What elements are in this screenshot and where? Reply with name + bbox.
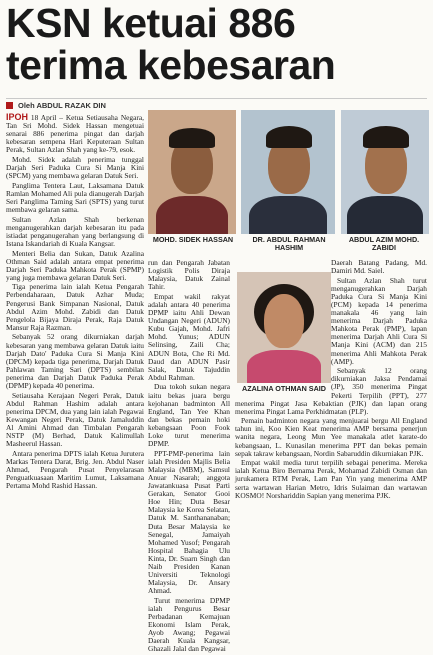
paragraph: Sultan Azlan Shah berkenan menganugerahkan darjah kebesaran itu pada istiadat penganugerahan yang berlangsung di Istana Iskandariah di Kuala Kangsar. xyxy=(6,214,144,248)
paragraph: Mohd. Sidek adalah penerima tunggal Darjah Seri Paduka Cura Si Manja Kini (SPCM) yang membawa gelaran Datuk Seri. xyxy=(6,154,144,181)
article-column-1 xyxy=(6,113,144,492)
headline xyxy=(6,2,430,86)
photo-caption-3: ABDUL AZIM MOHD. ZABIDI xyxy=(348,235,420,252)
photo-caption-2: DR. ABDUL RAHMAN HASHIM xyxy=(252,235,326,252)
paragraph: Setiausaha Kerajaan Negeri Perak, Datuk Abdul Rahman Hashim adalah antara penerima DPCM, dua yang lain ialah Pegawai Kewangan Negeri Perak, Datuk Jamaluddin Al Amini Ahmad dan Timbalan Pengarah NSTP (M) Berhad, Datuk Kalimullah Masheerul Hassan. xyxy=(6,390,144,449)
portrait-photo-2 xyxy=(241,110,335,234)
article-column-3 xyxy=(235,259,427,501)
headline-line-2: terima kebesaran xyxy=(6,42,336,88)
paragraph: Panglima Tentera Laut, Laksamana Datuk Ramlan Mohamed Ali pula dianugerah Darjah Seri Panglima Taming Sari (SPTS) yang turut membawa gelaran sama. xyxy=(6,180,144,215)
paragraph: Pemain badminton negara yang menjuarai bergu All England tahun ini, Koo Kien Keat menerima AMP bersama penerjun wanita negara, Leong Mun Yee manakala atlet karate-do kebangsaan, L. Kunasilan menerima PPT dan bekas pemain sepak takraw kebangsaan, Nordin Sabaruddin dikurniakan PJK. xyxy=(235,416,427,458)
paragraph-text: 18 April – Ketua Setiausaha Negara, Tan Sri Mohd. Sidek Hassan mengetuai senarai 886 penerima pingat dan darjah kebesaran sempena Hari Keputeraan Sultan Perak, Sultan Azlan Shah yang ke-79, esok. xyxy=(6,113,144,155)
portrait-photo-1 xyxy=(148,110,236,234)
divider xyxy=(6,98,427,99)
photo-caption-1: MOHD. SIDEK HASSAN xyxy=(152,235,234,244)
article-column-2 xyxy=(148,259,230,655)
byline xyxy=(6,101,106,110)
paragraph: run dan Pengarah Jabatan Logistik Polis Diraja Malaysia, Datuk Zainal Tahir. xyxy=(148,258,230,292)
byline-text: Oleh ABDUL RAZAK DIN xyxy=(18,101,106,110)
headline-line-1: KSN ketuai 886 xyxy=(6,0,296,46)
paragraph: Menteri Belia dan Sukan, Datuk Azalina Othman Said adalah antara empat penerima Darjah Seri Paduka Mahkota Perak (SPMP) yang juga membawa gelaran Datuk Seri. xyxy=(6,248,144,282)
paragraph: Sebanyak 12 orang dikurniakan Jaksa Pendamai (JP), 350 menerima Pingat Pekerti Terpilih (PPT), 277 menerima Pingat Jasa Kebaktian (PJK) dan lapan orang menerima Pingat Lama Perkhidmatan (PLP). xyxy=(235,366,427,416)
paragraph: Sebanyak 52 orang dikurniakan darjah kebesaran yang membawa gelaran Datuk iaitu Darjah Dato' Paduka Cura Si Manja Kini (DPCM) kepada tiga penerima, Darjah Datuk Pahlawan Taming Sari (DPTS) sembilan penerima dan Darjah Datuk Paduka Perak (DPMP) kepada 40 penerima. xyxy=(6,332,144,390)
dateline: IPOH xyxy=(6,112,29,122)
paragraph: Sultan Azlan Shah turut menganugerahkan Darjah Paduka Cura Si Manja Kini (PCM) kepada 14 penerima manakala 46 yang lain menerima Darjah Paduka Mahkota Perak (PMP), lapan menerima Darjah Ahli Cura Si Manja Kini (ACM) dan 215 menerima Ahli Mahkota Perak (AMP). xyxy=(331,275,427,366)
paragraph: PPT-PMP-penerima lain ialah Presiden Majlis Belia Malaysia (MBM), Samsul Anuar Nasarah; anggota Jawatankuasa Pusat Parti Gerakan, Senator Gooi Hoe Hin; Duta Besar Malaysia ke Korea Selatan, Datuk M. Santhananaban; Duta Besar Malaysia ke Senegal, Jamaiyah Mohamed Yusof; Pengarah Hospital Bahagia Ulu Kinta, Dr. Suarn Singh dan Naib Presiden Kanan Universiti Teknologi Malaysia, Dr. Ansary Ahmad. xyxy=(148,448,230,596)
byline-marker-icon xyxy=(6,102,13,109)
paragraph: Dua tokoh sukan negara iaitu bekas juara bergu kejohanan badminton All England, Tan Yee Khan dan bekas pemain hoki kebangsaan Poon Fook Loke turut menerima DPMP. xyxy=(148,382,230,449)
paragraph: Antara penerima DPTS ialah Ketua Jurutera Markas Tentera Darat, Brig. Jen. Abdul Naser Ahmad, Pengarah Pusat Penyelarasan Penguatkuasaan Maritim Lumut, Laksamana Pertama Mohd Rashid Hassan. xyxy=(6,448,144,491)
paragraph: Tiga penerima lain ialah Ketua Pengarah Perbendaharaan, Datuk Azhar Muda; Pengerusi Bank Simpanan Nasional, Datuk Abdul Azim Mohd. Zabidi dan Datuk Pengelola Bijaya Diraja Perak, Raja Datuk Mansur Raja Razman. xyxy=(6,282,144,332)
paragraph: Empat wakil media turut terpilih sebagai penerima. Mereka ialah Ketua Biro Bernama Perak, Mohamad Zabidi Osman dan jurukamera RTM Perak, Lam Pan Yin yang menerima AMP serta wartawan Harian Metro, Idris Sulaiman dan wartawan KOSMO! Norshariddin Sapian yang menerima PJK. xyxy=(235,458,427,500)
paragraph xyxy=(6,113,144,154)
paragraph: Daerah Batang Padang, Md. Damiri Md. Saiel. xyxy=(331,258,427,276)
photo-caption-4: AZALINA OTHMAN SAID xyxy=(242,384,326,393)
portrait-photo-3 xyxy=(341,110,429,234)
paragraph: Turut menerima DPMP ialah Pengurus Besar Perbadanan Kemajuan Ekonomi Islam Perak, Ayob Awang; Pegawai Daerah Kuala Kangsar, Ghazali Jalal dan Pegawai xyxy=(148,595,230,654)
paragraph: Empat wakil rakyat adalah antara 40 penerima DPMP iaitu Ahli Dewan Undangan Negeri (ADUN) Kubu Gajah, Mohd. Jafri Mohd. Yunus; ADUN Selinsing, Zaili Cha; ADUN Bota, Che Ri Md. Daud dan ADUN Pasir Salak, Datuk Tajuddin Abdul Rahman. xyxy=(148,291,230,382)
